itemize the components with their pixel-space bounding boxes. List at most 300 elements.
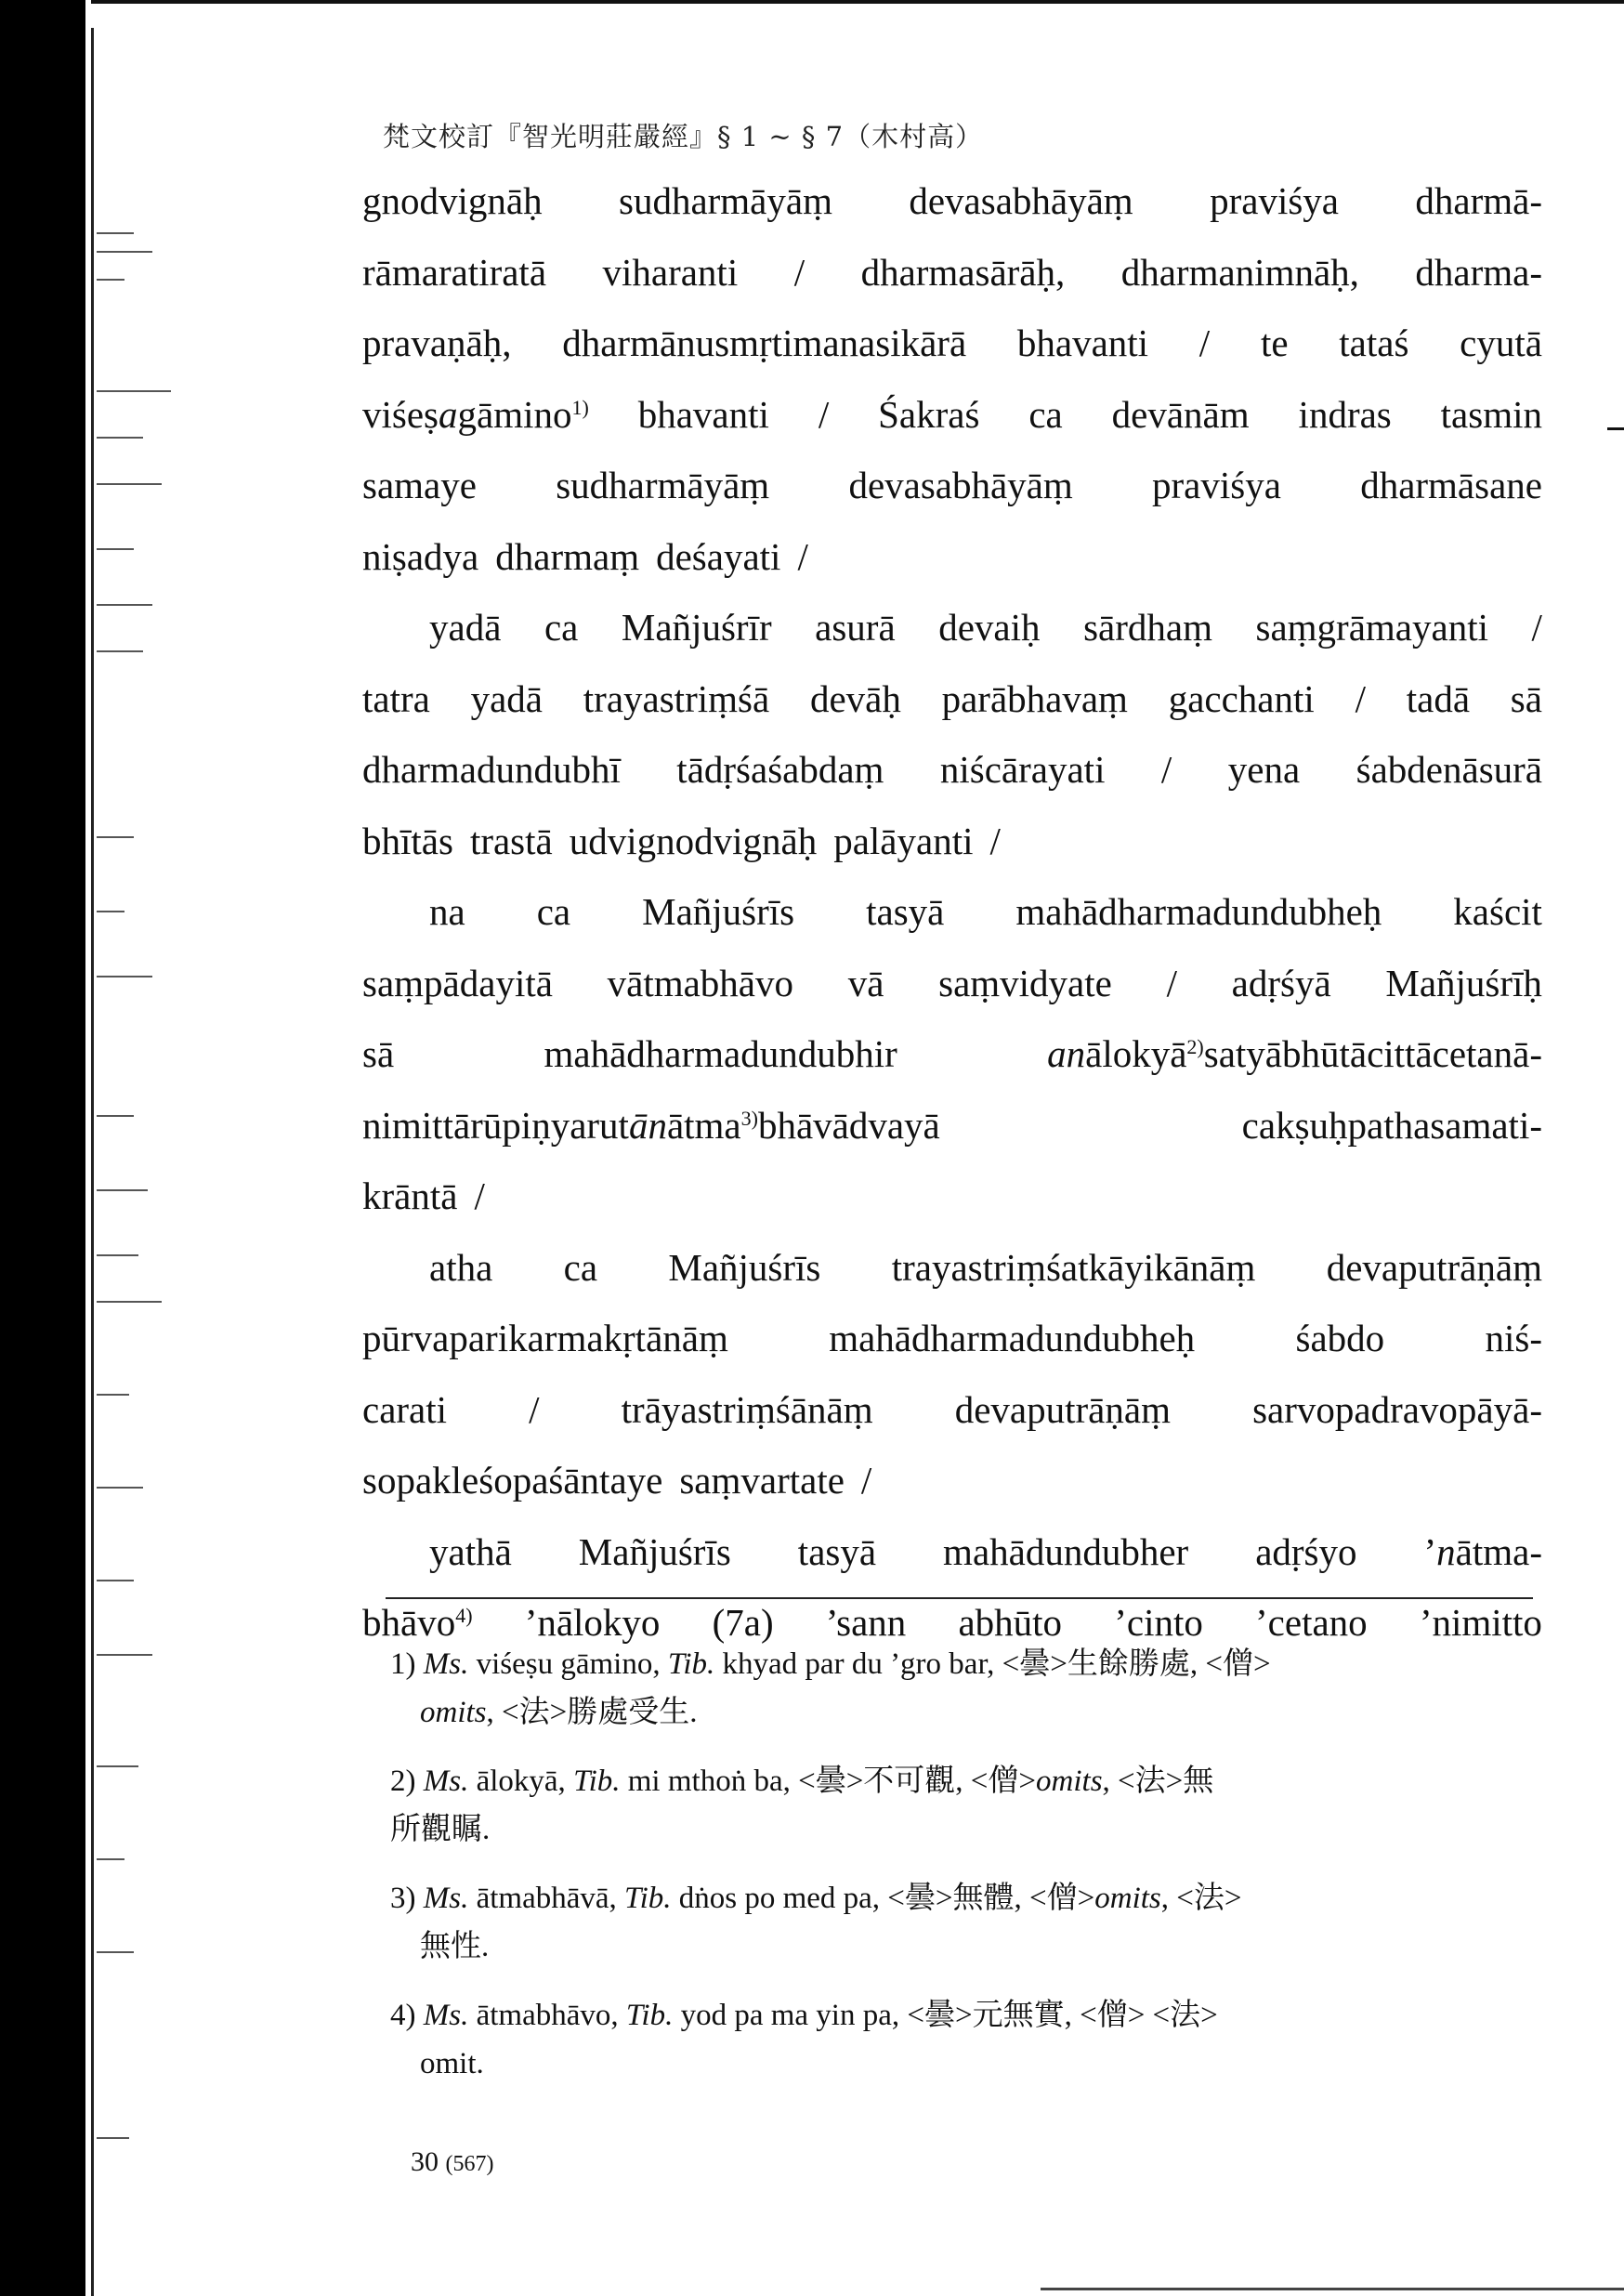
word (362, 663, 430, 735)
text-run: tasmin (1440, 392, 1542, 436)
word (679, 1445, 845, 1516)
text-run: yadā (470, 676, 544, 720)
word (495, 521, 639, 593)
text-run: indras (1298, 392, 1392, 436)
word (938, 592, 1040, 663)
word (942, 663, 1128, 735)
scan-tick (97, 1115, 134, 1117)
text-run: ca (536, 890, 571, 933)
word (1356, 663, 1366, 735)
word (1083, 592, 1212, 663)
text-run: mahādharmadundubheḥ (829, 1317, 1196, 1359)
text-run: satyābhūtācittācetanā- (1203, 1032, 1542, 1075)
text-run: sā (362, 1032, 395, 1075)
text-run: cyutā (1460, 321, 1542, 364)
scan-tick (97, 1254, 138, 1256)
text-run: ātma (666, 1103, 741, 1147)
word (471, 663, 543, 735)
text-line (362, 948, 1542, 1019)
scan-tick (97, 1301, 162, 1303)
word (848, 948, 884, 1019)
text-run: Śakraś (878, 392, 980, 436)
text-run: pravaṇāḥ, (362, 321, 512, 364)
text-line (362, 1161, 1542, 1232)
word (1299, 379, 1392, 451)
text-run: , <法>無 (1102, 1765, 1214, 1798)
word (1415, 237, 1542, 308)
text-run: viharanti (602, 250, 739, 294)
text-run: dharmaṃ (495, 534, 640, 578)
text-run: yathā (429, 1529, 512, 1573)
scan-tick (97, 437, 143, 439)
footnote-number: 3) (390, 1882, 424, 1915)
word (861, 1445, 871, 1516)
word (943, 1516, 1188, 1588)
footnote-ref: 2) (1186, 1035, 1204, 1058)
word (1017, 308, 1148, 379)
scan-tick (97, 1394, 129, 1396)
italic-text: Tib. (573, 1765, 621, 1798)
word (1339, 308, 1408, 379)
text-run: viśeṣ (362, 392, 439, 436)
text-run: praviśya (1210, 179, 1339, 222)
text-run: mi mthoṅ ba, <曇>不可觀, <僧> (620, 1765, 1037, 1798)
footnote-continuation (390, 2040, 1552, 2088)
italic-text: Tib. (625, 1999, 674, 2032)
text-run: , <法>勝處受生. (486, 1696, 698, 1729)
text-run: devāḥ (809, 676, 901, 720)
italic-text: omits (1036, 1765, 1103, 1798)
text-run: ’ (1423, 1529, 1437, 1573)
text-run: devānām (1111, 392, 1250, 436)
word (1152, 450, 1281, 521)
text-run: asurā (815, 606, 896, 649)
word (362, 308, 512, 379)
text-run: niṣadya (362, 534, 479, 578)
word (1385, 948, 1542, 1019)
text-run: trayastriṃśatkāyikānāṃ (891, 1245, 1256, 1289)
text-run: sarvopadravopāyā- (1252, 1387, 1542, 1431)
italic-text: n (1436, 1529, 1456, 1573)
text-run: dharmadundubhī (362, 748, 621, 791)
text-run: , <法> (1160, 1882, 1242, 1915)
text-run: ’cinto (1114, 1601, 1203, 1644)
scan-tick (97, 1580, 134, 1581)
word (619, 165, 832, 237)
word (544, 592, 578, 663)
italic-text: Ms. (423, 1647, 469, 1681)
page-number-alt: (567) (445, 2152, 494, 2176)
text-run: / (793, 250, 805, 294)
word (1261, 308, 1289, 379)
word (815, 592, 896, 663)
text-line (362, 806, 1542, 877)
word (474, 1161, 484, 1232)
word (608, 948, 793, 1019)
text-run: tādṛśaśabdaṃ (676, 748, 884, 791)
scan-tick (97, 1765, 138, 1767)
text-run: / (1160, 748, 1172, 791)
word (362, 1303, 728, 1374)
word (810, 663, 901, 735)
text-line (362, 165, 1542, 237)
text-line (362, 1232, 1542, 1304)
word (1360, 450, 1542, 521)
text-run: devaputrāṇāṃ (1326, 1245, 1542, 1289)
text-line (362, 521, 1542, 593)
scan-tick (97, 390, 171, 392)
text-run: trastā (469, 819, 553, 862)
footnote-number: 4) (390, 1999, 424, 2032)
word (556, 450, 769, 521)
italic-text: ān (628, 1103, 667, 1147)
word (362, 1445, 662, 1516)
word (429, 876, 465, 948)
text-run: ’sann (825, 1601, 907, 1644)
text-run: adṛśyo (1255, 1529, 1357, 1573)
footnote-continuation (390, 1805, 1552, 1854)
italic-text: Ms. (423, 1882, 469, 1915)
footnote (390, 1991, 1552, 2088)
text-run: bhavanti (1016, 321, 1149, 364)
footnote-ref: 3) (740, 1106, 758, 1130)
text-run: omit. (420, 2047, 484, 2080)
word (362, 1090, 940, 1161)
word (1415, 165, 1542, 237)
word (1511, 663, 1542, 735)
scan-tick (97, 251, 152, 253)
word (656, 521, 780, 593)
footnotes (390, 1640, 1552, 2108)
footnote-number: 1) (390, 1647, 424, 1681)
text-run: ca (563, 1245, 598, 1289)
word (1210, 165, 1339, 237)
word (668, 1232, 820, 1304)
text-run: tadā (1406, 676, 1471, 720)
word (1161, 734, 1172, 806)
word (362, 1161, 457, 1232)
italic-text: omits (1094, 1882, 1161, 1915)
footnote-ref: 1) (571, 395, 589, 419)
scan-tick (97, 1858, 124, 1860)
word (570, 806, 817, 877)
text-run: krāntā (362, 1174, 458, 1217)
word (602, 237, 738, 308)
text-run: tatra (362, 676, 430, 720)
word (562, 308, 966, 379)
page-number-value: 30 (411, 2146, 439, 2177)
text-run: parābhavaṃ (941, 676, 1128, 720)
scan-tick (97, 232, 134, 234)
scan-tick (97, 604, 152, 606)
scan-tick (97, 1654, 152, 1656)
text-run: sudharmāyāṃ (556, 464, 770, 506)
scan-edge-shadow (0, 0, 85, 2296)
text-run: kaścit (1453, 890, 1542, 933)
italic-text: an (1047, 1032, 1086, 1075)
scan-tick (97, 650, 143, 652)
text-run: tasyā (797, 1529, 877, 1573)
text-run: trāyastriṃśānāṃ (621, 1387, 873, 1431)
word (429, 592, 501, 663)
text-run: Mañjuśrīs (642, 890, 795, 933)
text-run: gnodvignāḥ (362, 179, 543, 222)
text-run: cakṣuḥpathasamati- (1241, 1103, 1542, 1147)
word (1356, 734, 1542, 806)
text-run: carati (362, 1387, 448, 1431)
word (1296, 1303, 1385, 1374)
word (362, 948, 553, 1019)
word (1242, 1090, 1542, 1161)
text-run: na (429, 890, 465, 933)
text-line (362, 1303, 1542, 1374)
scan-tick (97, 1189, 148, 1191)
text-run: palāyanti (833, 819, 974, 862)
text-run: nimittārūpiṇyarut (362, 1103, 629, 1147)
word (1199, 308, 1210, 379)
scan-top-edge (91, 0, 1624, 4)
word (1424, 1516, 1543, 1588)
text-run: tasyā (866, 890, 945, 933)
word (622, 1374, 873, 1446)
text-run: Mañjuśrīḥ (1385, 961, 1542, 1004)
text-run: ālokyā (1085, 1032, 1187, 1075)
text-run: bhavanti (637, 392, 769, 436)
word (940, 734, 1106, 806)
word (797, 521, 807, 593)
text-run: mahādharmadundubhir (544, 1032, 897, 1075)
text-run: pūrvaparikarmakṛtānāṃ (362, 1317, 728, 1359)
text-run: vātmabhāvo (607, 961, 794, 1004)
footnote (390, 1874, 1552, 1971)
scan-tick (97, 548, 134, 550)
text-line (362, 1516, 1542, 1588)
word (819, 379, 829, 451)
text-line (362, 734, 1542, 806)
scan-edge-line (91, 28, 94, 2296)
text-run: dharmāsane (1360, 464, 1542, 506)
word (537, 876, 570, 948)
text-run: dharmasārāḥ, (860, 250, 1066, 294)
word (362, 1018, 394, 1090)
text-run: samaye (362, 464, 477, 506)
word (529, 1374, 539, 1446)
footnote-continuation (390, 1688, 1552, 1737)
word (564, 1232, 597, 1304)
word (938, 948, 1112, 1019)
text-line (362, 1445, 1542, 1516)
text-run: / (1355, 676, 1366, 720)
text-run: sudharmāyāṃ (618, 179, 832, 222)
word (470, 806, 553, 877)
text-line (362, 876, 1542, 948)
text-run: dharmanimnāḥ, (1120, 250, 1359, 294)
text-run: praviśya (1152, 464, 1281, 506)
text-run: / (529, 1387, 540, 1431)
text-run: tataś (1339, 321, 1409, 364)
text-run: rāmaratiratā (362, 250, 547, 294)
text-run: ’cetano (1255, 1601, 1368, 1644)
word (362, 450, 477, 521)
text-line (362, 1018, 1542, 1090)
text-run: ’nimitto (1419, 1601, 1542, 1644)
text-run: ca (544, 606, 579, 649)
italic-text: omits (420, 1696, 487, 1729)
scan-tick (97, 1951, 134, 1953)
text-run: devaiḥ (938, 606, 1041, 649)
text-line (362, 663, 1542, 735)
text-run: gāmino (457, 392, 572, 436)
text-run: / (989, 819, 1001, 862)
page-number (411, 2146, 493, 2178)
word (794, 237, 805, 308)
italic-text: Ms. (423, 1765, 469, 1798)
word (1255, 1516, 1356, 1588)
word (892, 1232, 1256, 1304)
text-run: saṃpādayitā (362, 961, 553, 1004)
text-run: / (1166, 961, 1177, 1004)
word (362, 237, 546, 308)
scan-tick (97, 836, 134, 838)
text-run: saṃgrāmayanti (1255, 606, 1488, 649)
text-run: ca (1028, 392, 1063, 436)
text-run: gacchanti (1168, 676, 1315, 720)
text-run: ātmabhāvo, (468, 1999, 626, 2032)
word (1486, 1303, 1543, 1374)
scan-bottom-edge (1041, 2288, 1624, 2290)
scan-tick (97, 911, 124, 912)
italic-text: a (439, 392, 458, 436)
text-line (362, 308, 1542, 379)
word (642, 876, 794, 948)
text-run: saṃvartate (679, 1459, 845, 1502)
footnote-continuation (390, 1922, 1552, 1971)
text-run: abhūto (958, 1601, 1063, 1644)
text-run: śabdenāsurā (1356, 748, 1542, 791)
text-run: / (818, 392, 830, 436)
footnote (390, 1640, 1552, 1737)
text-run: / (474, 1174, 485, 1217)
scan-edge-marks (97, 0, 180, 2296)
text-run: mahādharmadundubheḥ (1015, 890, 1382, 933)
text-line (362, 237, 1542, 308)
text-run: bhāvādvayā (757, 1103, 940, 1147)
text-run: Mañjuśrīs (578, 1529, 731, 1573)
text-run: śabdo (1295, 1317, 1385, 1359)
word (1232, 948, 1331, 1019)
word (1453, 876, 1542, 948)
text-run: saṃvidyate (938, 961, 1112, 1004)
text-run: yod pa ma yin pa, <曇>元無實, <僧> <法> (673, 1999, 1218, 2032)
word (622, 592, 772, 663)
text-run: bhāvo (362, 1601, 456, 1644)
word (1252, 1374, 1542, 1446)
text-line (362, 1090, 1542, 1161)
text-run: / (1531, 606, 1542, 649)
word (990, 806, 1001, 877)
text-run: bhītās (362, 819, 453, 862)
footnote-rule (386, 1597, 1533, 1599)
word (1441, 379, 1542, 451)
text-line (362, 592, 1542, 663)
word (909, 165, 1133, 237)
word (1047, 1018, 1542, 1090)
text-run: niś- (1485, 1317, 1542, 1359)
text-run: trayastriṃśā (583, 676, 770, 720)
text-run: Mañjuśrīs (668, 1245, 821, 1289)
text-run: te (1260, 321, 1289, 364)
footnote-number: 2) (390, 1765, 424, 1798)
word (362, 165, 543, 237)
word (1121, 237, 1359, 308)
text-run: dharmānusmṛtimanasikārā (562, 321, 967, 364)
word (362, 734, 621, 806)
word (1460, 308, 1542, 379)
scan-tick (97, 1487, 143, 1489)
word (829, 1303, 1195, 1374)
word (833, 806, 973, 877)
scan-tick (97, 279, 124, 281)
word (579, 1516, 731, 1588)
text-run: deśayati (656, 534, 781, 578)
word (1028, 379, 1062, 451)
word (544, 1018, 897, 1090)
text-run: ālokyā, (468, 1765, 574, 1798)
main-text (362, 165, 1542, 1659)
text-run: devasabhāyāṃ (909, 179, 1133, 222)
word (955, 1374, 1171, 1446)
text-run: 無性. (420, 1930, 490, 1963)
text-run: sārdhaṃ (1083, 606, 1212, 649)
word (362, 1374, 447, 1446)
word (1167, 948, 1177, 1019)
text-run: dharma- (1415, 250, 1542, 294)
text-run: sā (1510, 676, 1542, 720)
text-run: vā (847, 961, 884, 1004)
scan-tick (97, 976, 152, 977)
footnote-ref: 4) (455, 1604, 473, 1627)
text-run: sopakleśopaśāntaye (362, 1459, 663, 1502)
text-run: yena (1227, 748, 1301, 791)
text-run: dṅos po med pa, <曇>無體, <僧> (671, 1882, 1095, 1915)
text-run: adṛśyā (1231, 961, 1331, 1004)
word (861, 237, 1066, 308)
text-run: viśeṣu gāmino, (468, 1647, 668, 1681)
text-run: Mañjuśrīr (621, 606, 772, 649)
italic-text: Tib. (667, 1647, 715, 1681)
word (583, 663, 769, 735)
text-run: dharmā- (1415, 179, 1542, 222)
text-run: yadā (429, 606, 502, 649)
word (362, 806, 453, 877)
word (429, 1232, 492, 1304)
text-run: atha (429, 1245, 493, 1289)
text-line (362, 1374, 1542, 1446)
scan-tick (97, 2137, 129, 2139)
footnote (390, 1757, 1552, 1854)
text-line (362, 379, 1542, 451)
text-run: ātmabhāvā, (468, 1882, 625, 1915)
word (1532, 592, 1542, 663)
text-run: khyad par du ’gro bar, <曇>生餘勝處, <僧> (714, 1647, 1271, 1681)
text-run: ātma- (1455, 1529, 1542, 1573)
text-run: (7a) (712, 1601, 774, 1644)
text-line (362, 450, 1542, 521)
word (1015, 876, 1382, 948)
scan-tick (97, 483, 162, 485)
text-run: devasabhāyāṃ (848, 464, 1073, 506)
word (638, 379, 769, 451)
